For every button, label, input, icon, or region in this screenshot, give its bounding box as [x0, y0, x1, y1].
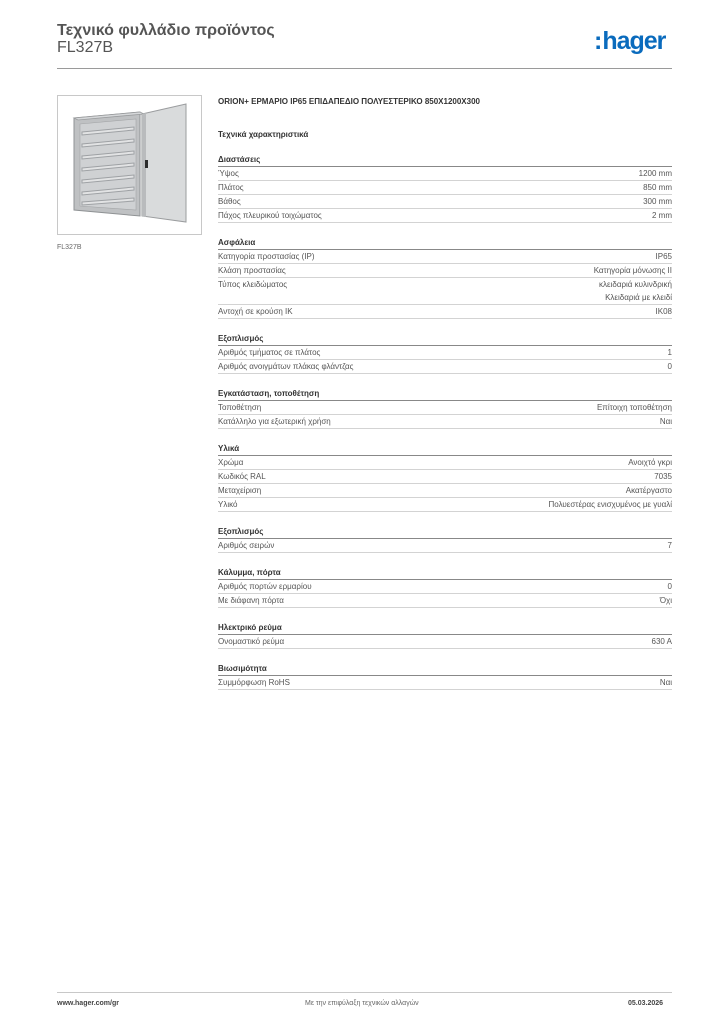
spec-row — [218, 635, 672, 649]
spec-value — [643, 195, 672, 208]
spec-value — [668, 580, 672, 593]
spec-value-line: Ναι — [659, 417, 672, 426]
spec-label: Τοποθέτηση — [218, 403, 262, 412]
document-title: Τεχνικό φυλλάδιο προϊόντος — [57, 22, 275, 39]
spec-value — [628, 456, 672, 469]
spec-label: Αριθμός τμήματος σε πλάτος — [218, 348, 321, 357]
spec-value-line: κλειδαριά κυλινδρική — [599, 280, 672, 289]
spec-row — [218, 360, 672, 374]
spec-label: Κατάλληλο για εξωτερική χρήση — [218, 417, 331, 426]
spec-label: Χρώμα — [218, 458, 244, 467]
spec-row — [218, 498, 672, 512]
spec-value — [656, 305, 672, 318]
spec-label: Αριθμός σειρών — [218, 541, 275, 550]
spec-value-line: Επίτοιχη τοποθέτηση — [596, 403, 672, 412]
spec-section — [218, 154, 672, 223]
spec-value — [660, 676, 672, 689]
product-name: ORION+ ΕΡΜΑΡΙΟ IP65 ΕΠΙΔΑΠΕΔΙΟ ΠΟΛΥΕΣΤΕΡΙΚΟ 850X1200X300 — [218, 97, 480, 106]
spec-row — [218, 676, 672, 690]
section-title: Υλικά — [218, 443, 672, 456]
spec-row — [218, 264, 672, 278]
spec-row — [218, 415, 672, 429]
spec-value — [643, 181, 672, 194]
spec-heading: Τεχνικά χαρακτηριστικά — [218, 130, 309, 139]
section-title: Εγκατάσταση, τοποθέτηση — [218, 388, 672, 401]
spec-value-line: Ακατέργαστο — [625, 486, 672, 495]
spec-label: Συμμόρφωση RoHS — [218, 678, 290, 687]
spec-value-line: 0 — [667, 362, 672, 371]
section-title: Κάλυμμα, πόρτα — [218, 567, 672, 580]
image-caption: FL327B — [57, 244, 82, 251]
hager-logo — [594, 27, 665, 55]
spec-label: Κωδικός RAL — [218, 472, 266, 481]
spec-value — [660, 594, 672, 607]
spec-label: Αριθμός πορτών ερμαρίου — [218, 582, 312, 591]
spec-value-line: Ανοιχτό γκρι — [628, 458, 672, 467]
spec-row — [218, 250, 672, 264]
spec-row — [218, 278, 672, 305]
spec-value — [654, 470, 672, 483]
spec-section — [218, 443, 672, 512]
section-title: Ασφάλεια — [218, 237, 672, 250]
spec-value-line: 7035 — [654, 472, 672, 481]
spec-value-line: 1200 mm — [638, 169, 672, 178]
spec-content — [218, 96, 672, 690]
spec-row — [218, 580, 672, 594]
spec-value — [549, 498, 672, 511]
spec-label: Βάθος — [218, 197, 241, 206]
section-title: Εξοπλισμός — [218, 526, 672, 539]
spec-row — [218, 195, 672, 209]
spec-label: Πάχος πλευρικού τοιχώματος — [218, 211, 322, 220]
spec-label: Πλάτος — [218, 183, 244, 192]
footer-divider — [57, 992, 672, 993]
spec-label: Μεταχείριση — [218, 486, 262, 495]
spec-value-line: Πολυεστέρας ενισχυμένος με γυαλί — [548, 500, 672, 509]
spec-value-line: 2 mm — [652, 211, 672, 220]
spec-value — [626, 484, 672, 497]
section-title: Βιωσιμότητα — [218, 663, 672, 676]
spec-sections — [218, 154, 672, 690]
spec-value — [656, 250, 672, 263]
spec-row — [218, 167, 672, 181]
spec-row — [218, 456, 672, 470]
spec-value-line: 300 mm — [643, 197, 672, 206]
footer-website[interactable]: www.hager.com/gr — [57, 1000, 119, 1007]
spec-value — [639, 167, 672, 180]
spec-value — [594, 264, 672, 277]
spec-section — [218, 622, 672, 649]
spec-row — [218, 539, 672, 553]
spec-value-line: Ναι — [659, 678, 672, 687]
spec-value — [668, 360, 672, 373]
cabinet-illustration-icon — [58, 96, 201, 234]
section-title: Εξοπλισμός — [218, 333, 672, 346]
spec-value — [597, 401, 672, 414]
spec-label: Κατηγορία προστασίας (IP) — [218, 252, 315, 261]
spec-value-line: IP65 — [655, 252, 672, 261]
spec-row — [218, 594, 672, 608]
spec-section — [218, 663, 672, 690]
spec-value — [652, 209, 672, 222]
spec-label: Υλικό — [218, 500, 238, 509]
spec-value-line: IK08 — [655, 307, 672, 316]
spec-value-line: 1 — [667, 348, 672, 357]
logo-text: hager — [602, 27, 666, 55]
spec-section — [218, 526, 672, 553]
section-title: Διαστάσεις — [218, 154, 672, 167]
spec-value-line: 7 — [667, 541, 672, 550]
spec-row — [218, 401, 672, 415]
spec-value-line: Κατηγορία μόνωσης II — [593, 266, 672, 275]
spec-value — [668, 539, 672, 552]
spec-value-line: 630 A — [651, 637, 672, 646]
spec-value-line: 850 mm — [643, 183, 672, 192]
header-divider — [57, 68, 672, 69]
spec-value-line: 0 — [667, 582, 672, 591]
spec-row — [218, 181, 672, 195]
product-code: FL327B — [57, 39, 114, 56]
spec-row — [218, 470, 672, 484]
footer-date: 05.03.2026 — [628, 1000, 664, 1007]
spec-value-line: Όχι — [659, 596, 672, 605]
spec-label: Ονομαστικό ρεύμα — [218, 637, 285, 646]
spec-row — [218, 346, 672, 360]
section-title: Ηλεκτρικό ρεύμα — [218, 622, 672, 635]
spec-value — [652, 635, 672, 648]
spec-row — [218, 305, 672, 319]
spec-value — [668, 346, 672, 359]
spec-label: Τύπος κλειδώματος — [218, 280, 288, 289]
logo-colon-icon: : — [594, 27, 602, 55]
spec-label: Κλάση προστασίας — [218, 266, 286, 275]
spec-section — [218, 333, 672, 374]
spec-label: Με διάφανη πόρτα — [218, 596, 284, 605]
spec-section — [218, 567, 672, 608]
footer-notice: Με την επιφύλαξη τεχνικών αλλαγών — [305, 1000, 419, 1007]
spec-value — [660, 415, 672, 428]
spec-label: Αριθμός ανοιγμάτων πλάκας φλάντζας — [218, 362, 354, 371]
product-image — [57, 95, 202, 235]
spec-section — [218, 388, 672, 429]
spec-row — [218, 209, 672, 223]
spec-label: Ύψος — [218, 169, 239, 178]
spec-row — [218, 484, 672, 498]
spec-value — [599, 278, 672, 304]
spec-section — [218, 237, 672, 319]
spec-value-line: Κλειδαριά με κλειδί — [605, 293, 672, 302]
spec-label: Αντοχή σε κρούση IK — [218, 307, 293, 316]
